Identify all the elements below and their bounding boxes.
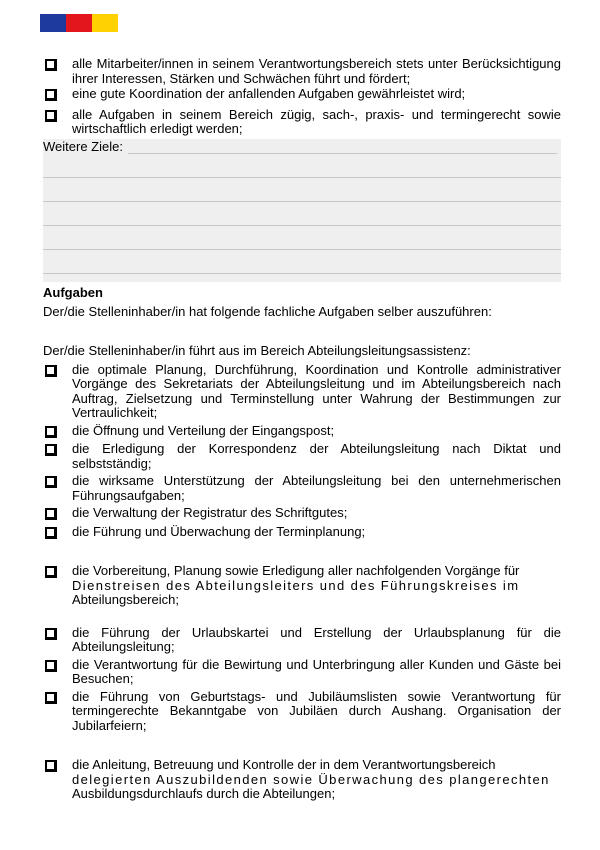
list-item-text: delegierten Auszubildenden sowie Überwachung des plangerechten [72,771,550,787]
list-item [43,525,561,540]
checkbox-icon [45,628,57,640]
list-item-text: die Öffnung und Verteilung der Eingangspost; [72,422,335,438]
logo-blue-block [40,14,66,32]
list-item [43,363,561,421]
checkbox-icon [45,444,57,456]
list-item-text: die Führung und Überwachung der Terminplanung; [72,523,366,539]
list-item-text: die wirksame Unterstützung der Abteilungsleitung bei den unternehmerischen Führungsaufgaben; [72,473,561,503]
checkbox-icon [45,365,57,377]
list-item-text: Abteilungsbereich; [72,592,179,607]
list-item-text: die Erledigung der Korrespondenz der Abteilungsleitung nach Diktat und selbstständig; [72,441,561,471]
checkbox-icon [45,89,57,101]
list-item-text: die Verwaltung der Registratur des Schriftgutes; [72,505,348,520]
list-item [43,87,561,102]
list-item-text: Ausbildungsdurchlaufs durch die Abteilungen; [72,786,336,801]
checkbox-icon [45,660,57,672]
list-item-text: alle Aufgaben in seinem Bereich zügig, sach-, praxis- und termingerecht sowie wirtschaftlich erledigt werden; [72,106,561,136]
aufgaben-intro-assistenz: Der/die Stelleninhaber/in führt aus im Bereich Abteilungsleitungsassistenz: [43,343,471,358]
weitere-ziele-label: Weitere Ziele: [43,138,123,154]
ziele-input-line[interactable] [43,154,561,178]
ziele-input-line[interactable] [43,178,561,202]
list-item-text: die Verantwortung für die Bewirtung und Unterbringung aller Kunden und Gäste bei Besuchen; [72,656,561,686]
ziele-input-line[interactable] [43,250,561,274]
list-item-text: die Vorbereitung, Planung sowie Erledigung aller nachfolgenden Vorgänge für [72,563,520,578]
list-item [43,424,561,439]
ziele-input-line[interactable] [128,153,557,154]
checkbox-icon [45,110,57,122]
list-item [43,626,561,655]
list-item-text: die Führung von Geburtstags- und Jubiläumslisten sowie Verantwortung für termingerechte Bekanntgabe von Jubiläen durch Aushang. Organisation der Jubilarfeiern; [72,688,561,733]
list-item [43,442,561,471]
list-item-text: die Führung der Urlaubskartei und Erstellung der Urlaubsplanung für die Abteilungsleitung; [72,624,561,654]
ziele-input-line[interactable] [43,274,561,282]
checkbox-icon [45,59,57,71]
list-item-text: alle Mitarbeiter/innen in seinem Verantwortungsbereich stets unter Berücksichtigung ihrer Interessen, Stärken und Schwächen führt und fördert; [72,56,561,86]
list-item [43,57,561,86]
ziele-input-line[interactable] [43,202,561,226]
list-item-text: eine gute Koordination der anfallenden Aufgaben gewährleistet wird; [72,86,466,101]
list-item-text: die optimale Planung, Durchführung, Koordination und Kontrolle administrativer Vorgänge des Sekretariats der Abteilungsleitung und im Abteilungsbereich nach Auftrag, Zielsetzung und Terminstellung unter Wahrung der Bestimmungen zur Vertraulichkeit; [72,361,561,420]
list-item-text: die Anleitung, Betreuung und Kontrolle der in dem Verantwortungsbereich [72,757,496,772]
list-item [43,658,561,687]
weitere-ziele-box [43,139,561,283]
list-item [43,564,561,608]
list-item [43,690,561,734]
checkbox-icon [45,508,57,520]
checkbox-icon [45,476,57,488]
ziele-input-line[interactable] [43,226,561,250]
logo-red-block [66,14,92,32]
company-logo [40,14,118,32]
list-item [43,474,561,503]
section-heading: Aufgaben [43,285,103,300]
checkbox-icon [45,527,57,539]
list-item [43,506,561,521]
checkbox-icon [45,426,57,438]
aufgaben-intro: Der/die Stelleninhaber/in hat folgende fachliche Aufgaben selber auszuführen: [43,303,492,319]
list-item-text: Dienstreisen des Abteilungsleiters und des Führungskreises im [72,577,520,593]
document-body [43,57,561,802]
list-item [43,108,561,137]
checkbox-icon [45,760,57,772]
checkbox-icon [45,566,57,578]
checkbox-icon [45,692,57,704]
list-item [43,758,561,802]
logo-yellow-block [92,14,118,32]
